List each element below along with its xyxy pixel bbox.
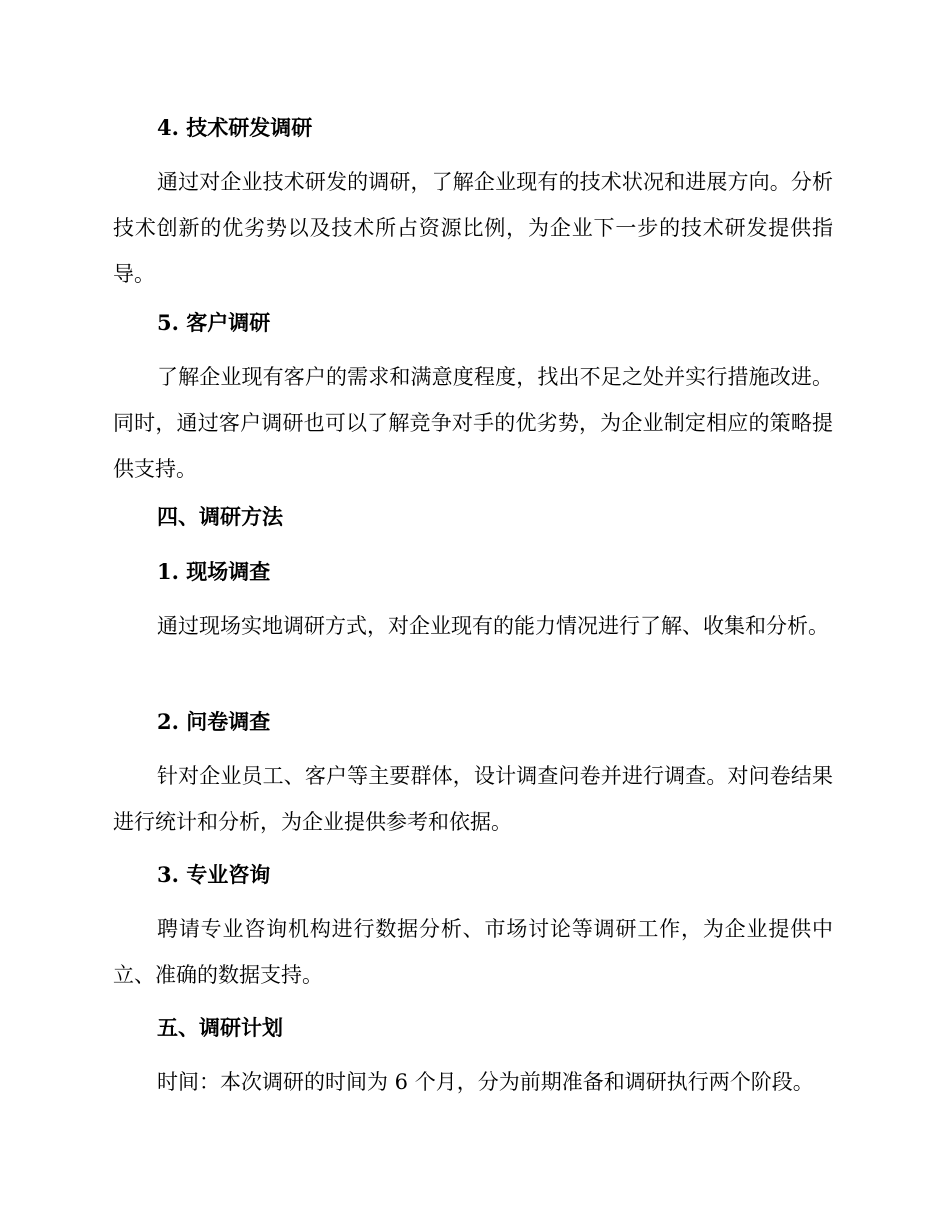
section-heading-tech-rd: 4. 技术研发调研 — [157, 115, 313, 140]
section-heading-field-survey: 1. 现场调查 — [157, 559, 271, 584]
section-heading-plan: 五、调研计划 — [157, 1015, 283, 1040]
section-heading-questionnaire: 2. 问卷调查 — [157, 709, 271, 734]
section-heading-methods: 四、调研方法 — [157, 504, 283, 529]
section-paragraph-field-survey: 通过现场实地调研方式，对企业现有的能力情况进行了解、收集和分析。 — [157, 614, 829, 638]
section-paragraph-plan: 时间：本次调研的时间为 6 个月，分为前期准备和调研执行两个阶段。 — [157, 1070, 814, 1094]
section-paragraph-questionnaire: 针对企业员工、客户等主要群体，设计调查问卷并进行调查。对问卷结果进行统计和分析，为企业提供参考和依据。 — [113, 764, 833, 834]
section-paragraph-consulting: 聘请专业咨询机构进行数据分析、市场讨论等调研工作，为企业提供中立、准确的数据支持。 — [113, 917, 833, 987]
section-paragraph-tech-rd: 通过对企业技术研发的调研，了解企业现有的技术状况和进展方向。分析技术创新的优劣势以及技术所占资源比例，为企业下一步的技术研发提供指导。 — [113, 170, 833, 286]
section-paragraph-customer: 了解企业现有客户的需求和满意度程度，找出不足之处并实行措施改进。同时，通过客户调研也可以了解竞争对手的优劣势，为企业制定相应的策略提供支持。 — [113, 365, 833, 481]
section-heading-customer: 5. 客户调研 — [157, 310, 271, 335]
section-heading-consulting: 3. 专业咨询 — [157, 862, 271, 887]
